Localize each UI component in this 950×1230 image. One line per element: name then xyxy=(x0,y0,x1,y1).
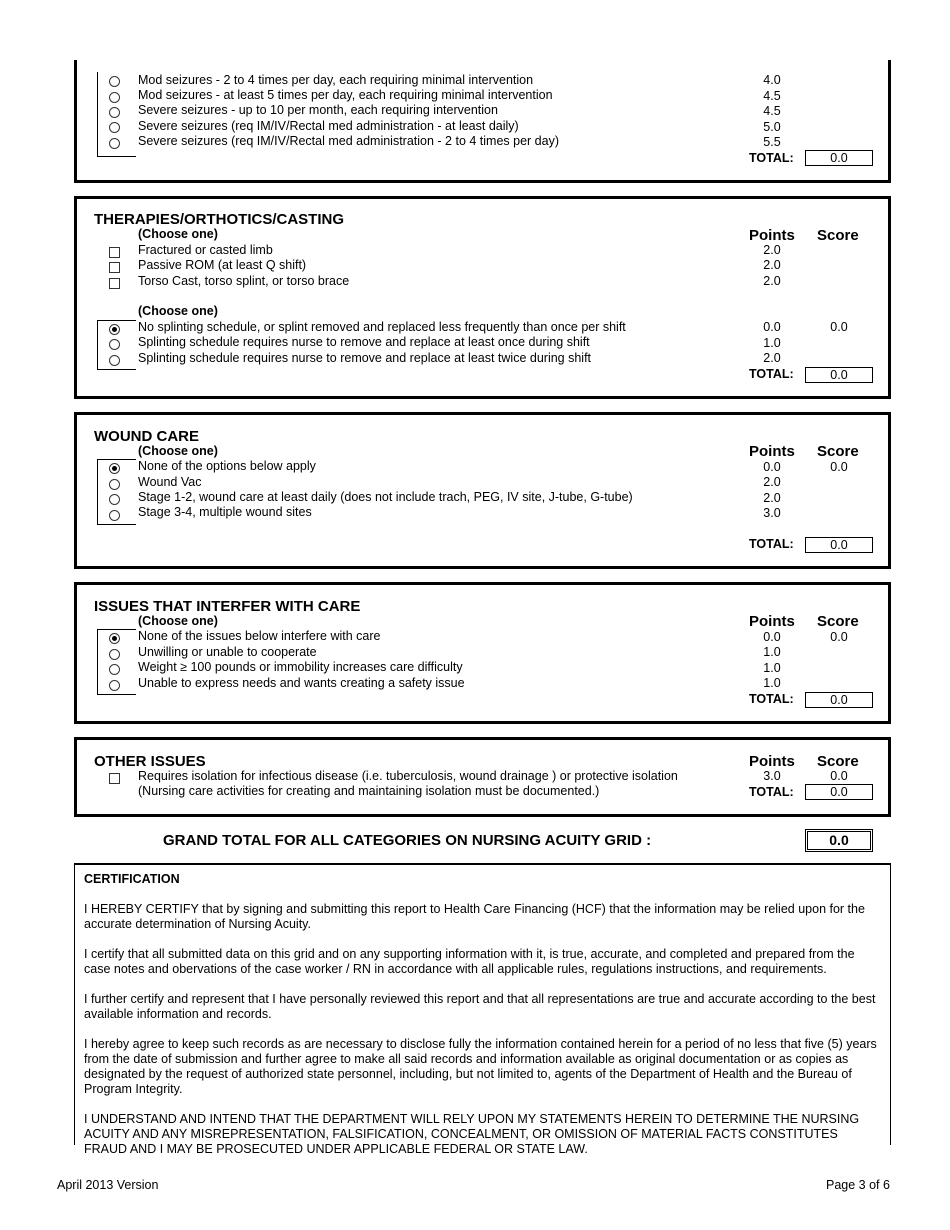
wound-choose: (Choose one) xyxy=(138,444,218,458)
seizure-label-2: Mod seizures - at least 5 times per day, each requiring minimal intervention xyxy=(138,88,553,102)
issues-radio-2[interactable] xyxy=(109,649,120,660)
splint-label-1: No splinting schedule, or splint removed and replaced less frequently than once per shift xyxy=(138,320,626,334)
other-label-isolation: Requires isolation for infectious disease (i.e. tuberculosis, wound drainage ) or protective isolation xyxy=(138,769,678,783)
issues-total-value: 0.0 xyxy=(805,692,873,708)
issues-label-3: Weight ≥ 100 pounds or immobility increases care difficulty xyxy=(138,660,463,674)
seizure-label-1: Mod seizures - 2 to 4 times per day, each requiring minimal intervention xyxy=(138,73,534,87)
therapy-checkbox-1[interactable] xyxy=(109,247,120,258)
issues-points-3: 1.0 xyxy=(763,661,781,675)
certification-paragraph-2: I certify that all submitted data on this grid and on any supporting information with it, is true, accurate, and completed and prepared from the case notes and obervations of the case worker / RN in accordance with all applicable rules, regulations instructions, and requirements. xyxy=(84,947,855,976)
other-points: 3.0 xyxy=(763,769,781,783)
wound-label-4: Stage 3-4, multiple wound sites xyxy=(138,505,312,519)
splint-radio-1[interactable] xyxy=(109,324,120,335)
certification-paragraph-3: I further certify and represent that I have personally reviewed this report and that all representations are true and accurate according to the best available information and records. xyxy=(84,992,876,1021)
issues-radio-4[interactable] xyxy=(109,680,120,691)
seizure-label-3: Severe seizures - up to 10 per month, each requiring intervention xyxy=(138,103,498,117)
wound-label-1: None of the options below apply xyxy=(138,459,316,473)
certification-paragraph-4: I hereby agree to keep such records as are necessary to disclose fully the information contained herein for a period of no less that five (5) years from the date of submission and further agree to make all said records and information available as original documentation or as copies as designated by the request of authorized state personnel, including, but not limited to, agents of the Department of Health and the Bureau of Program Integrity. xyxy=(84,1037,877,1096)
seizure-label-5: Severe seizures (req IM/IV/Rectal med administration - 2 to 4 times per day) xyxy=(138,134,559,148)
issues-score-1: 0.0 xyxy=(830,630,848,644)
splint-points-1: 0.0 xyxy=(763,320,781,334)
seizure-points-2: 4.5 xyxy=(763,89,781,103)
issues-radio-3[interactable] xyxy=(109,664,120,675)
wound-points-2: 2.0 xyxy=(763,475,781,489)
other-total-value: 0.0 xyxy=(805,784,873,800)
wound-radio-1[interactable] xyxy=(109,463,120,474)
issues-points-1: 0.0 xyxy=(763,630,781,644)
seizure-label-4: Severe seizures (req IM/IV/Rectal med administration - at least daily) xyxy=(138,119,519,133)
splint-radio-2[interactable] xyxy=(109,339,120,350)
issues-points-2: 1.0 xyxy=(763,645,781,659)
seizures-total-value: 0.0 xyxy=(805,150,873,166)
footer-page-number: Page 3 of 6 xyxy=(826,1178,890,1192)
wound-label-2: Wound Vac xyxy=(138,475,202,489)
therapy-checkbox-2[interactable] xyxy=(109,262,120,273)
splint-points-2: 1.0 xyxy=(763,336,781,350)
other-total-label: TOTAL: xyxy=(749,785,794,799)
wound-score-header: Score xyxy=(817,443,859,460)
other-note-isolation: (Nursing care activities for creating and maintaining isolation must be documented.) xyxy=(138,784,600,798)
therapies-total-label: TOTAL: xyxy=(749,367,794,381)
issues-label-1: None of the issues below interfere with care xyxy=(138,629,381,643)
grand-total-value: 0.0 xyxy=(805,829,873,852)
therapies-title: THERAPIES/ORTHOTICS/CASTING xyxy=(94,211,345,228)
therapy-points-2: 2.0 xyxy=(763,258,781,272)
therapies-points-header: Points xyxy=(749,227,795,244)
certification-section xyxy=(74,863,891,1156)
therapies-choose-2: (Choose one) xyxy=(138,304,218,318)
wound-total-value: 0.0 xyxy=(805,537,873,553)
seizure-points-4: 5.0 xyxy=(763,120,781,134)
seizure-radio-1[interactable] xyxy=(109,76,120,87)
therapy-label-2: Passive ROM (at least Q shift) xyxy=(138,258,307,272)
issues-total-label: TOTAL: xyxy=(749,692,794,706)
issues-label-2: Unwilling or unable to cooperate xyxy=(138,645,317,659)
other-title: OTHER ISSUES xyxy=(94,753,206,770)
other-points-header: Points xyxy=(749,753,795,770)
seizures-total-label: TOTAL: xyxy=(749,151,794,165)
therapy-points-3: 2.0 xyxy=(763,274,781,288)
issues-points-header: Points xyxy=(749,613,795,630)
certification-paragraph-5: I UNDERSTAND AND INTEND THAT THE DEPARTMENT WILL RELY UPON MY STATEMENTS HEREIN TO DETERMINE THE NURSING ACUITY AND ANY MISREPRESENTATION, FALSIFICATION, CONCEALMENT, OR OMISSION OF MATERIAL FACTS CONSTITUTES FRAUD AND I MAY BE PROSECUTED UNDER APPLICABLE FEDERAL OR STATE LAW. xyxy=(84,1112,860,1156)
seizure-points-3: 4.5 xyxy=(763,104,781,118)
therapy-label-1: Fractured or casted limb xyxy=(138,243,273,257)
wound-total-label: TOTAL: xyxy=(749,537,794,551)
issues-points-4: 1.0 xyxy=(763,676,781,690)
issues-choose: (Choose one) xyxy=(138,614,218,628)
wound-radio-4[interactable] xyxy=(109,510,120,521)
certification-title: CERTIFICATION xyxy=(84,872,180,886)
seizure-points-5: 5.5 xyxy=(763,135,781,149)
other-checkbox-isolation[interactable] xyxy=(109,773,120,784)
wound-score-1: 0.0 xyxy=(830,460,848,474)
seizure-radio-5[interactable] xyxy=(109,138,120,149)
grand-total-label: GRAND TOTAL FOR ALL CATEGORIES ON NURSING ACUITY GRID : xyxy=(163,832,652,849)
seizure-radio-4[interactable] xyxy=(109,122,120,133)
wound-points-3: 2.0 xyxy=(763,491,781,505)
therapy-points-1: 2.0 xyxy=(763,243,781,257)
issues-title: ISSUES THAT INTERFER WITH CARE xyxy=(94,598,361,615)
therapy-checkbox-3[interactable] xyxy=(109,278,120,289)
other-score: 0.0 xyxy=(830,769,848,783)
wound-points-header: Points xyxy=(749,443,795,460)
therapies-choose-1: (Choose one) xyxy=(138,227,218,241)
footer-version: April 2013 Version xyxy=(57,1178,159,1192)
splint-label-3: Splinting schedule requires nurse to remove and replace at least twice during shift xyxy=(138,351,592,365)
wound-points-1: 0.0 xyxy=(763,460,781,474)
splint-score-1: 0.0 xyxy=(830,320,848,334)
certification-paragraph-1: I HEREBY CERTIFY that by signing and submitting this report to Health Care Financing (HCF) that the information may be relied upon for the accurate determination of Nursing Acuity. xyxy=(84,902,865,931)
wound-title: WOUND CARE xyxy=(94,428,199,445)
therapies-total-value: 0.0 xyxy=(805,367,873,383)
wound-radio-2[interactable] xyxy=(109,479,120,490)
splint-label-2: Splinting schedule requires nurse to remove and replace at least once during shift xyxy=(138,335,590,349)
issues-label-4: Unable to express needs and wants creating a safety issue xyxy=(138,676,465,690)
wound-points-4: 3.0 xyxy=(763,506,781,520)
wound-radio-3[interactable] xyxy=(109,494,120,505)
wound-label-3: Stage 1-2, wound care at least daily (does not include trach, PEG, IV site, J-tube, G-tube) xyxy=(138,490,633,504)
other-score-header: Score xyxy=(817,753,859,770)
therapy-label-3: Torso Cast, torso splint, or torso brace xyxy=(138,274,350,288)
seizure-radio-3[interactable] xyxy=(109,107,120,118)
seizure-points-1: 4.0 xyxy=(763,73,781,87)
issues-score-header: Score xyxy=(817,613,859,630)
seizure-radio-2[interactable] xyxy=(109,92,120,103)
issues-radio-1[interactable] xyxy=(109,633,120,644)
therapies-score-header: Score xyxy=(817,227,859,244)
splint-radio-3[interactable] xyxy=(109,355,120,366)
splint-points-3: 2.0 xyxy=(763,351,781,365)
